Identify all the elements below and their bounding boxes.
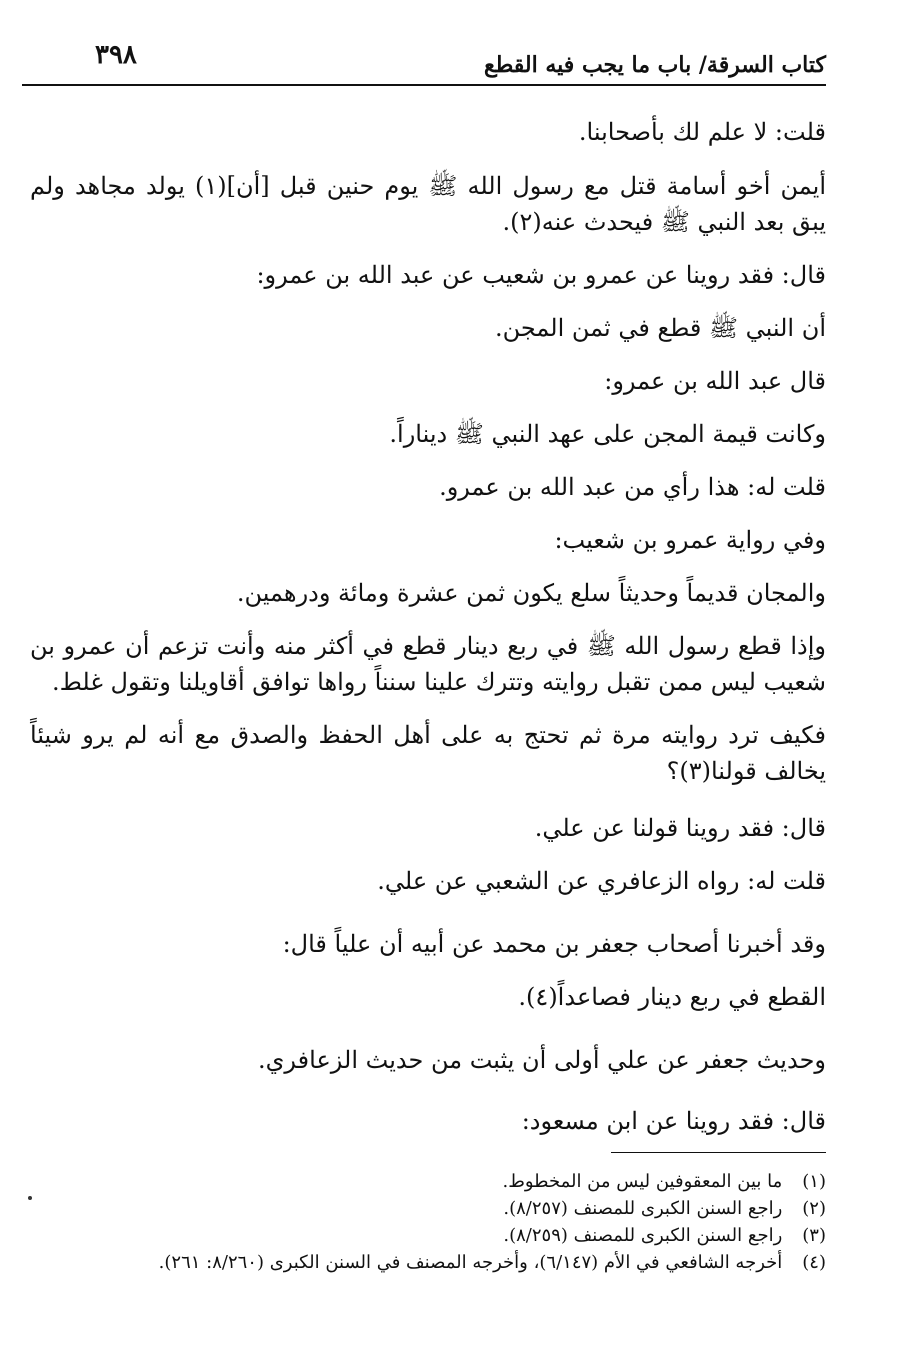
paragraph: القطع في ربع دينار فصاعداً(٤). (518, 983, 826, 1011)
footnote-number: (١) (802, 1171, 826, 1192)
paragraph: والمجان قديماً وحديثاً سلع يكون ثمن عشرة ومائة ودرهمين. (236, 579, 826, 607)
footnote (40, 1195, 826, 1222)
scan-speck (28, 1196, 32, 1200)
paragraph: فكيف ترد روايته مرة ثم تحتج به على أهل الحفظ والصدق مع أنه لم يرو شيئاً يخالف قولنا(٣)؟ (30, 721, 826, 785)
footnote (40, 1222, 826, 1249)
footnote-text: راجع السنن الكبرى للمصنف (٨/٢٥٩). (503, 1225, 783, 1246)
footnote-number: (٢) (802, 1198, 826, 1219)
footnote (40, 1168, 826, 1195)
paragraph: وفي رواية عمرو بن شعيب: (554, 526, 826, 554)
page-number: ٣٩٨ (95, 40, 137, 70)
paragraph: قال: فقد روينا عن عمرو بن شعيب عن عبد الله بن عمرو: (256, 261, 826, 289)
footnote-text: أخرجه الشافعي في الأم (٦/١٤٧)، وأخرجه المصنف في السنن الكبرى (٨/٢٦٠: ٢٦١). (158, 1252, 783, 1273)
chapter-title: كتاب السرقة/ باب ما يجب فيه القطع (483, 52, 826, 78)
footnote-separator (611, 1152, 826, 1153)
paragraph: وإذا قطع رسول الله ﷺ في ربع دينار قطع في أكثر منه وأنت تزعم أن عمرو بن شعيب ليس ممن تقبل روايته وتترك علينا سنناً رواها توافق أقاويلنا وتقول غلط. (30, 632, 826, 696)
paragraph: وحديث جعفر عن علي أولى أن يثبت من حديث الزعافري. (258, 1046, 826, 1074)
paragraph: قلت له: رواه الزعافري عن الشعبي عن علي. (377, 867, 826, 895)
paragraph: وكانت قيمة المجن على عهد النبي ﷺ ديناراً. (389, 420, 826, 448)
footnote-number: (٤) (802, 1252, 826, 1273)
paragraph: قلت له: هذا رأي من عبد الله بن عمرو. (439, 473, 826, 501)
paragraph: وقد أخبرنا أصحاب جعفر بن محمد عن أبيه أن علياً قال: (282, 930, 826, 958)
running-header (22, 44, 826, 86)
footnote-number: (٣) (802, 1225, 826, 1246)
footnote-text: راجع السنن الكبرى للمصنف (٨/٢٥٧). (503, 1198, 783, 1219)
paragraph: قال: فقد روينا عن ابن مسعود: (521, 1107, 826, 1135)
paragraph: قال عبد الله بن عمرو: (604, 367, 826, 395)
paragraph: قال: فقد روينا قولنا عن علي. (534, 814, 826, 842)
paragraph: أن النبي ﷺ قطع في ثمن المجن. (494, 314, 826, 342)
main-text (30, 100, 826, 1139)
footnote (40, 1249, 826, 1276)
paragraph: أيمن أخو أسامة قتل مع رسول الله ﷺ يوم حنين قبل [أن](١) يولد مجاهد ولم يبق بعد النبي ﷺ فيحدث عنه(٢). (30, 172, 827, 236)
paragraph: قلت: لا علم لك بأصحابنا. (578, 118, 826, 146)
footnotes (40, 1168, 826, 1276)
footnote-text: ما بين المعقوفين ليس من المخطوط. (502, 1171, 783, 1192)
